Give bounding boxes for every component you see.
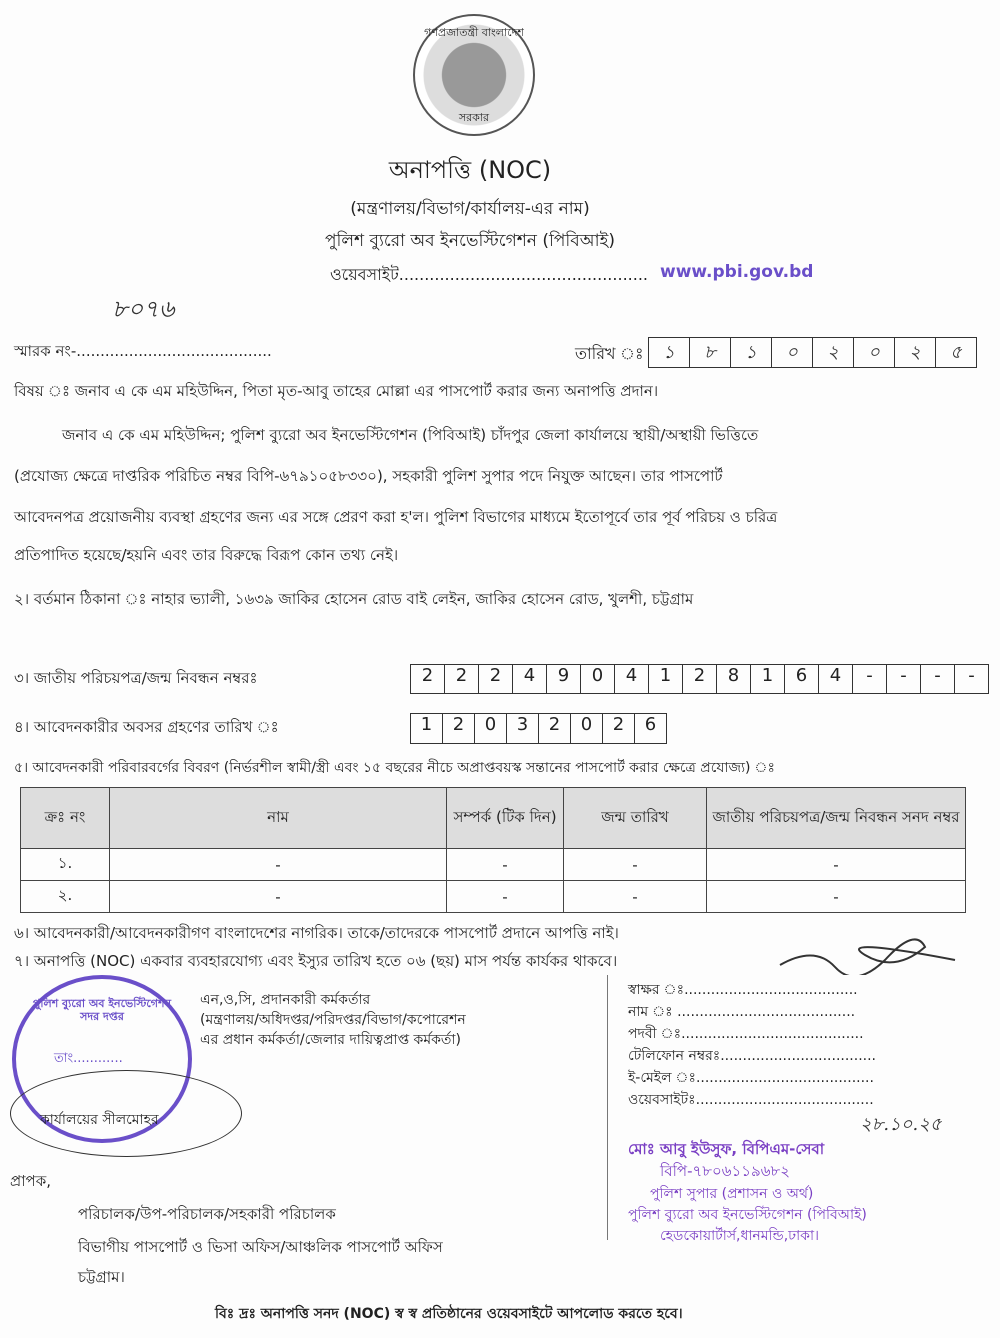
cell: - xyxy=(564,881,707,913)
date-label: তারিখ ঃ xyxy=(575,344,644,363)
subject-line: বিষয় ঃ জনাব এ কে এম মহিউদ্দিন, পিতা মৃত-আবু তাহের মোল্লা এর পাসপোর্ট করার জন্য অনাপত্তি প্রদান। xyxy=(14,382,659,400)
cell: - xyxy=(564,849,707,881)
digit-box: 2 xyxy=(683,665,717,693)
digit-box: 9 xyxy=(547,665,581,693)
digit-box: 4 xyxy=(615,665,649,693)
digit-box: 2 xyxy=(411,665,445,693)
nid-label: ৩। জাতীয় পরিচয়পত্র/জন্ম নিবন্ধন নম্বরঃ xyxy=(14,669,258,687)
date-boxes xyxy=(648,337,977,368)
col-dob: জন্ম তারিখ xyxy=(564,788,707,849)
body-line: জনাব এ কে এম মহিউদ্দিন; পুলিশ ব্যুরো অব ইনভেস্টিগেশন (পিবিআই) চাঁদপুর জেলা কার্যালয়ে স্থায়ী/অস্থায়ী ভিত্তিতে xyxy=(62,426,759,444)
officer-stamp-line: পুলিশ ব্যুরো অব ইনভেস্টিগেশন (পিবিআই) xyxy=(628,1207,867,1223)
date-digit: ২ xyxy=(895,338,936,367)
digit-box: 2 xyxy=(539,714,571,743)
digit-box: 4 xyxy=(513,665,547,693)
digit-box: 3 xyxy=(507,714,539,743)
date-digit: ২ xyxy=(813,338,854,367)
family-label: ৫। আবেদনকারী পরিবারবর্গের বিবরণ (নির্ভরশীল স্বামী/স্ত্রী এবং ১৫ বছরের নীচে অপ্রাপ্তবয়স্ক সন্তানের পাসপোর্ট করার ক্ষেত্রে প্রযোজ্য) ঃ xyxy=(14,760,775,776)
digit-box: 6 xyxy=(785,665,819,693)
cell: - xyxy=(447,849,564,881)
cell: - xyxy=(110,849,447,881)
cell: - xyxy=(707,881,966,913)
cell: - xyxy=(447,881,564,913)
table-row xyxy=(21,881,966,913)
nid-boxes xyxy=(410,664,989,694)
cell: - xyxy=(110,881,447,913)
digit-box: 0 xyxy=(475,714,507,743)
cell: - xyxy=(707,849,966,881)
date-digit: ০ xyxy=(854,338,895,367)
digit-box: 0 xyxy=(571,714,603,743)
seal-bottom-text: সরকার xyxy=(458,111,490,124)
family-table xyxy=(20,787,966,913)
digit-box: 2 xyxy=(445,665,479,693)
footnote: বিঃ দ্রঃ অনাপত্তি সনদ (NOC) স্ব স্ব প্রতিষ্ঠানের ওয়েবসাইটে আপলোড করতে হবে। xyxy=(215,1306,683,1322)
col-nid: জাতীয় পরিচয়পত্র/জন্ম নিবন্ধন সনদ নম্বর xyxy=(707,788,966,849)
document-title: অনাপত্তি (NOC) xyxy=(388,156,552,184)
officer-stamp-line: হেডকোয়ার্টার্স,ধানমন্ডি,ঢাকা। xyxy=(660,1228,820,1244)
recipient-line: চট্টগ্রাম। xyxy=(78,1268,125,1286)
address-line: ২। বর্তমান ঠিকানা ঃ নাহার ভ্যালী, ১৬৩৯ জাকির হোসেন রোড বাই লেইন, জাকির হোসেন রোড, খুলশী, চট্টগ্রাম xyxy=(14,590,694,608)
designation-field: পদবী ঃ......................................... xyxy=(628,1026,864,1042)
memo-number: ৮০৭৬ xyxy=(112,295,175,323)
issuer-block xyxy=(200,990,595,1050)
issuer-line: এর প্রধান কর্মকর্তা/জেলার দায়িত্বপ্রাপ্ত কর্মকর্তা) xyxy=(200,1032,461,1048)
name-field: নাম ঃ ........................................ xyxy=(628,1004,856,1020)
digit-box: 0 xyxy=(581,665,615,693)
phone-field: টেলিফোন নম্বরঃ................................... xyxy=(628,1048,876,1064)
memo-label: স্মারক নং-......................................... xyxy=(14,342,272,360)
table-header-row xyxy=(21,788,966,849)
body-line: (প্রযোজ্য ক্ষেত্রে দাপ্তরিক পরিচিত নম্বর বিপি-৬৭৯১০৫৮৩৩০), সহকারী পুলিশ সুপার পদে নিযুক্ত আছেন। তার পাসপোর্ট xyxy=(14,467,723,485)
date-digit: ৫ xyxy=(950,342,962,363)
paragraph-7: ৭। অনাপত্তি (NOC) একবার ব্যবহারযোগ্য এবং ইস্যুর তারিখ হতে ০৬ (ছয়) মাস পর্যন্ত কার্যকর থাকবে। xyxy=(14,952,618,970)
office-seal-label: কার্যালয়ের সীলমোহর xyxy=(40,1112,159,1128)
date-digit: ১ xyxy=(731,338,772,367)
website-stamp: www.pbi.gov.bd xyxy=(660,262,814,282)
date-digit: ১ xyxy=(649,338,690,367)
col-name: নাম xyxy=(110,788,447,849)
cell: ২. xyxy=(21,881,110,913)
digit-box: 1 xyxy=(649,665,683,693)
digit-box: - xyxy=(921,665,955,693)
office-name: পুলিশ ব্যুরো অব ইনভেস্টিগেশন (পিবিআই) xyxy=(324,231,616,251)
digit-box: 1 xyxy=(411,714,443,743)
body-line: আবেদনপত্র প্রয়োজনীয় ব্যবস্থা গ্রহণের জন্য এর সঙ্গে প্রেরণ করা হ'ল। পুলিশ বিভাগের মাধ্যমে ইতোপূর্বে তার পূর্ব পরিচয় ও চরিত্র xyxy=(14,508,778,526)
ministry-placeholder: (মন্ত্রণালয়/বিভাগ/কার্যালয়-এর নাম) xyxy=(350,199,590,219)
divider xyxy=(607,975,608,1240)
digit-box: - xyxy=(887,665,921,693)
date-digit: ৮ xyxy=(690,338,731,367)
col-relation: সম্পর্ক (টিক দিন) xyxy=(447,788,564,849)
paragraph-6: ৬। আবেদনকারী/আবেদনকারীগণ বাংলাদেশের নাগরিক। তাকে/তাদেরকে পাসপোর্ট প্রদানে আপত্তি নাই। xyxy=(14,924,619,942)
stamp-text: পুলিশ ব্যুরো অব ইনভেস্টিগেশন সদর দপ্তর xyxy=(32,997,172,1023)
signature xyxy=(775,925,965,975)
recipient-label: প্রাপক, xyxy=(10,1172,51,1190)
recipient-line: বিভাগীয় পাসপোর্ট ও ভিসা অফিস/আঞ্চলিক পাসপোর্ট অফিস xyxy=(78,1238,443,1256)
issuer-line: এন,ও,সি, প্রদানকারী কর্মকর্তার xyxy=(200,992,371,1008)
digit-box: 2 xyxy=(443,714,475,743)
digit-box: - xyxy=(968,665,975,686)
recipient-line: পরিচালক/উপ-পরিচালক/সহকারী পরিচালক xyxy=(78,1205,336,1223)
digit-box: 2 xyxy=(479,665,513,693)
officer-stamp-line: পুলিশ সুপার (প্রশাসন ও অর্থ) xyxy=(650,1186,814,1202)
signature-date: ২৮.১০.২৫ xyxy=(860,1114,942,1135)
digit-box: 4 xyxy=(819,665,853,693)
table-row xyxy=(21,849,966,881)
officer-stamp-line: মোঃ আবু ইউসুফ, বিপিএম-সেবা xyxy=(628,1140,825,1158)
body-line: প্রতিপাদিত হয়েছে/হয়নি এবং তার বিরুদ্ধে বিরূপ কোন তথ্য নেই। xyxy=(14,546,399,564)
officer-stamp-line: বিপি-৭৮০৬১১৯৬৮২ xyxy=(660,1162,790,1180)
stamp-date: তাং............ xyxy=(54,1051,123,1066)
retirement-label: ৪। আবেদনকারীর অবসর গ্রহণের তারিখ ঃ xyxy=(14,718,279,736)
digit-box: 6 xyxy=(644,714,657,735)
sign-field: স্বাক্ষর ঃ....................................... xyxy=(628,982,858,998)
retirement-date-boxes xyxy=(410,713,667,744)
cell: ১. xyxy=(21,849,110,881)
government-seal xyxy=(413,14,535,136)
digit-box: - xyxy=(853,665,887,693)
col-serial: ক্রঃ নং xyxy=(21,788,110,849)
digit-box: 1 xyxy=(751,665,785,693)
date-digit: ০ xyxy=(772,338,813,367)
digit-box: 8 xyxy=(717,665,751,693)
website-field: ওয়েবসাইটঃ........................................ xyxy=(628,1092,874,1108)
seal-top-text: গণপ্রজাতন্ত্রী বাংলাদেশ xyxy=(424,26,524,39)
website-label: ওয়েবসাইট................................................. xyxy=(330,265,648,284)
email-field: ই-মেইল ঃ........................................ xyxy=(628,1070,874,1086)
issuer-line: (মন্ত্রণালয়/অধিদপ্তর/পরিদপ্তর/বিভাগ/কপোরেশন xyxy=(200,1012,466,1028)
digit-box: 2 xyxy=(603,714,635,743)
